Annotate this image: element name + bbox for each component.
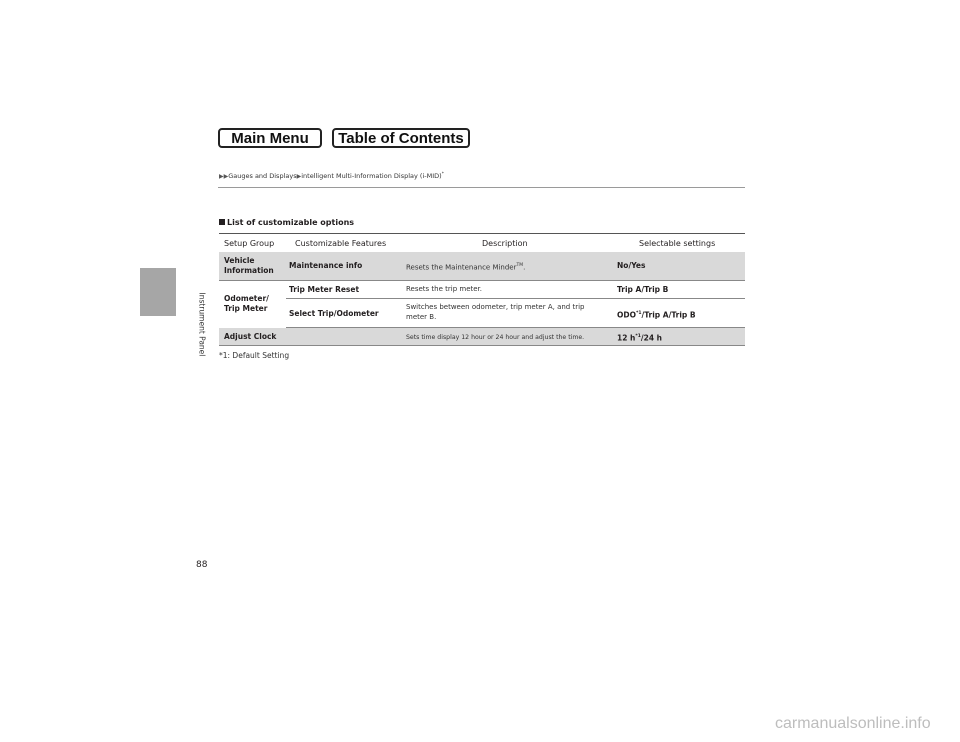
page-number: 88 — [196, 560, 208, 570]
breadcrumb — [219, 172, 444, 180]
chapter-tab — [140, 268, 176, 316]
col-header-settings: Selectable settings — [639, 239, 716, 248]
watermark: carmanualsonline.info — [775, 715, 931, 732]
feature-name: Trip Meter Reset — [289, 285, 360, 294]
breadcrumb-gauges-link[interactable]: Gauges and Displays — [228, 172, 297, 181]
header-divider — [218, 187, 745, 188]
table-row — [286, 281, 745, 299]
selectable-settings: 12 $h^{*1}/24$ h — [617, 333, 663, 343]
main-menu-button[interactable]: Main Menu — [218, 128, 322, 148]
footnote: *1: Default Setting — [219, 351, 290, 360]
table-header-row — [219, 233, 745, 252]
col-header-features: Customizable Features — [295, 239, 387, 248]
selectable-settings: No/Yes — [617, 261, 646, 270]
feature-description: Resets the Maintenance Minder™. — [406, 263, 526, 272]
feature-description: Switches between odometer, trip meter A, and trip meter B. — [406, 303, 585, 321]
breadcrumb-mark: * — [441, 172, 444, 177]
chapter-label: Instrument Panel — [197, 292, 207, 357]
table-row — [219, 328, 745, 346]
table-row — [286, 299, 745, 328]
col-header-description: Description — [482, 239, 528, 248]
square-bullet-icon — [219, 219, 225, 225]
section-heading: List of customizable options — [219, 218, 354, 227]
breadcrumb-arrow-icon: ▶ — [296, 173, 302, 181]
setup-group: Odometer/ Trip Meter — [224, 294, 269, 313]
setup-group: Vehicle Information — [224, 256, 274, 275]
breadcrumb-imid-link[interactable]: intelligent Multi-Information Display (i-MID) — [301, 172, 442, 181]
feature-name: Maintenance info — [289, 261, 363, 270]
setup-group: Adjust Clock — [224, 332, 277, 341]
feature-description: Sets time display 12 hour or 24 hour and adjust the time. — [406, 334, 585, 341]
selectable-settings: ODO$^{*1}$/Trip A/Trip B — [617, 310, 696, 320]
table-row — [219, 252, 745, 281]
selectable-settings: Trip A/Trip B — [617, 285, 669, 294]
table-of-contents-button[interactable]: Table of Contents — [332, 128, 470, 148]
col-header-setup-group: Setup Group — [224, 239, 275, 248]
feature-name: Select Trip/Odometer — [289, 309, 379, 318]
breadcrumb-arrow-icon: ▶▶ — [219, 173, 229, 181]
feature-description: Resets the trip meter. — [406, 285, 483, 293]
